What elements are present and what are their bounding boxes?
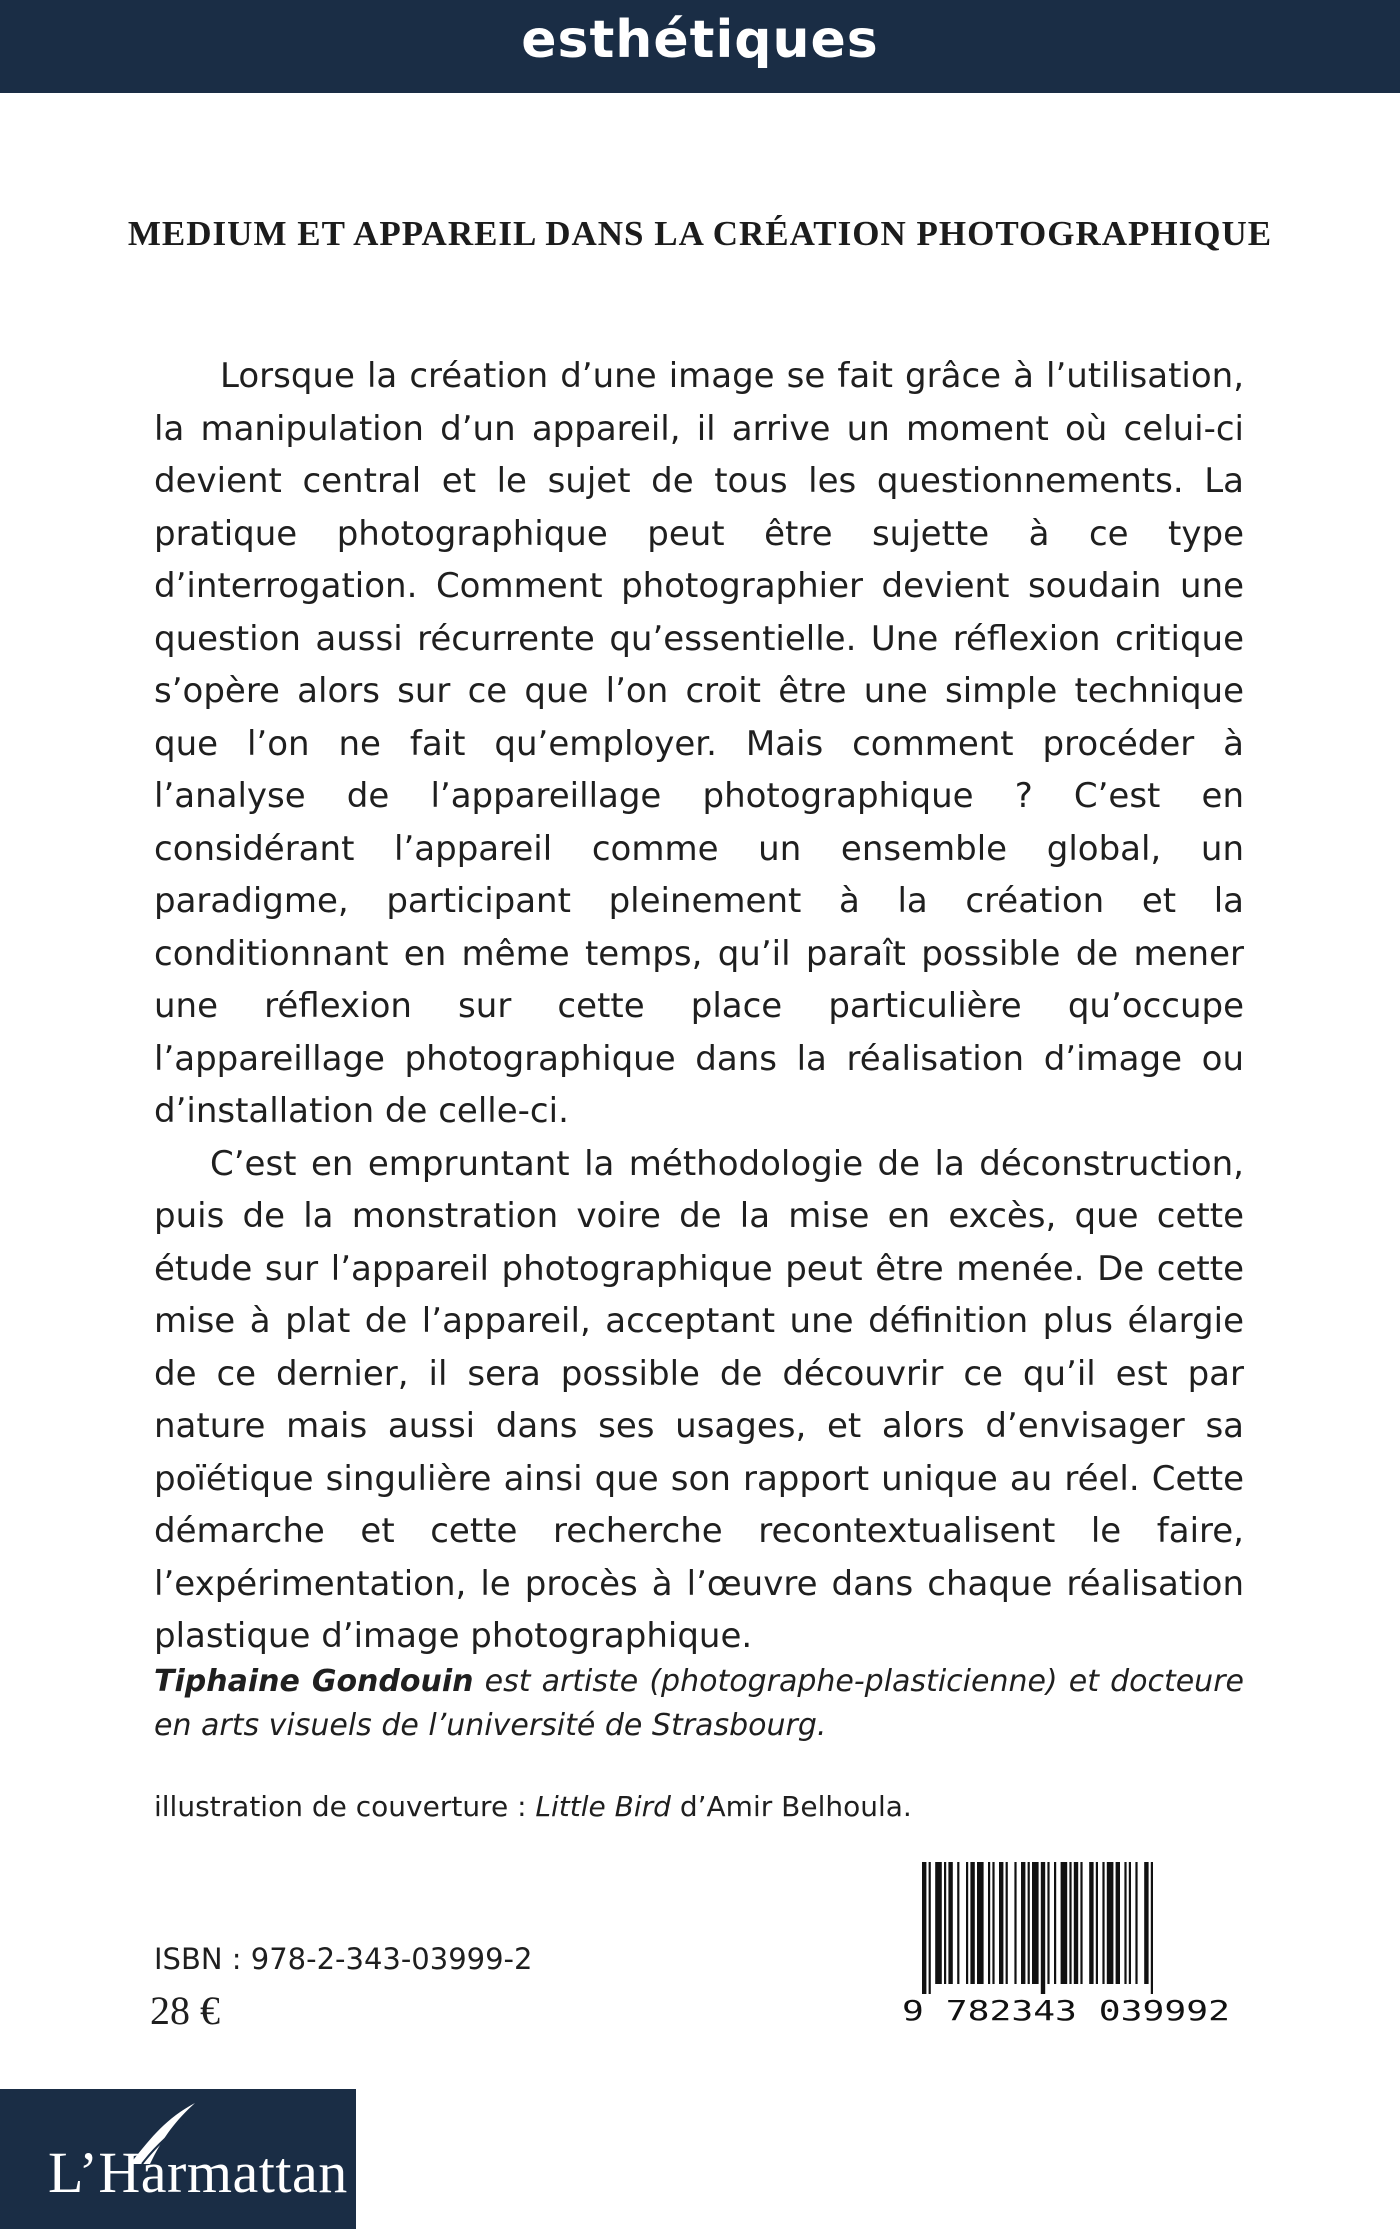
barcode-bar <box>1129 1862 1131 1984</box>
series-label: esthétiques <box>521 10 879 70</box>
barcode-bar <box>1096 1862 1098 1984</box>
summary-paragraph-2: C’est en empruntant la méthodologie de la déconstruction, puis de la monstration voire de la mise en excès, que cette étude sur l’appareil photographique peut être menée. De cette mise à plat de l’appareil, acceptant une définition plus élargie de ce dernier, il sera possible de découvrir ce qu’il est par nature mais aussi dans ses usages, et alors d’envisager sa poïétique singulière ainsi que son rapport unique au réel. Cette démarche et cette recherche recontextualisent le faire, l’expérimentation, le procès à l’œuvre dans chaque réalisation plastique d’image photographique. <box>154 1143 1244 1656</box>
barcode-bar <box>966 1862 968 1984</box>
barcode-bar <box>1047 1862 1049 1984</box>
barcode-bar <box>1074 1862 1078 1984</box>
isbn: ISBN : 978-2-343-03999-2 <box>154 1942 533 1976</box>
summary-paragraph-1: Lorsque la création d’une image se fait grâce à l’utilisation, la manipulation d’un appareil, il arrive un moment où celui-ci devient central et le sujet de tous les questionnements. La pratique photographique peut être sujette à ce type d’interrogation. Comment photographier devient soudain une question aussi récurrente qu’essentielle. Une réflexion critique s’opère alors sur ce que l’on croit être une simple technique que l’on ne fait qu’employer. Mais comment procéder à l’analyse de l’appareillage photographique ? C’est en considérant l’appareil comme un ensemble global, un paradigme, participant pleinement à la création et la conditionnant en même temps, qu’il paraît possible de mener une réflexion sur cette place particulière qu’occupe l’appareillage photographique dans la réalisation d’image ou d’installation de celle-ci. <box>154 356 1244 1131</box>
barcode-bar <box>1061 1862 1068 1984</box>
publisher-name: L’Harmattan <box>48 2140 348 2205</box>
barcode-bar <box>988 1862 990 1984</box>
barcode-bar <box>1069 1862 1071 1984</box>
barcode-bar <box>1032 1862 1039 1984</box>
book-title: MEDIUM ET APPAREIL DANS LA CRÉATION PHOTOGRAPHIQUE <box>127 214 1273 253</box>
barcode-bar <box>944 1862 946 1984</box>
barcode-bar <box>929 1862 931 1994</box>
barcode <box>900 1862 1235 2028</box>
barcode-bar <box>999 1862 1003 1984</box>
barcode-bar <box>1151 1862 1153 1994</box>
illustration-prefix: illustration de couverture : <box>154 1790 536 1823</box>
barcode-bar <box>1144 1862 1148 1984</box>
illustration-work: Little Bird <box>535 1790 671 1823</box>
barcode-bar <box>922 1862 926 1994</box>
barcode-bar <box>1116 1862 1120 1984</box>
barcode-bar <box>970 1862 974 1984</box>
barcode-bar <box>1107 1862 1114 1984</box>
barcode-bars <box>922 1862 1153 1994</box>
illustration-suffix: d’Amir Belhoula. <box>670 1790 912 1823</box>
barcode-bar <box>1135 1862 1137 1984</box>
barcode-bar <box>1089 1862 1093 1984</box>
barcode-bar <box>1041 1862 1045 1994</box>
barcode-bar <box>1054 1862 1056 1984</box>
barcode-bar <box>948 1862 952 1984</box>
price: 28 € <box>150 1988 220 2033</box>
barcode-bar <box>1028 1862 1030 1984</box>
barcode-bar <box>1014 1862 1016 1984</box>
barcode-graphic <box>900 1862 1235 2024</box>
series-banner <box>0 0 1400 93</box>
author-description: est artiste (photographe-plasticienne) et docteure en arts visuels de l’université de Strasbourg. <box>154 1664 1244 1743</box>
barcode-bar <box>1102 1862 1104 1984</box>
barcode-digits: 9 782343 039992 <box>902 1994 1230 2024</box>
barcode-bar <box>935 1862 942 1984</box>
barcode-bar <box>992 1862 994 1984</box>
barcode-bar <box>957 1862 959 1984</box>
barcode-bar <box>1006 1862 1008 1984</box>
barcode-bar <box>1080 1862 1082 1984</box>
barcode-bar <box>977 1862 984 1984</box>
illustration-credit <box>154 1790 912 1823</box>
barcode-bar <box>1124 1862 1126 1984</box>
back-cover-summary <box>154 350 1244 1663</box>
author-name: Tiphaine Gondouin <box>154 1664 474 1699</box>
publisher-logo <box>0 2089 356 2229</box>
author-bio <box>154 1660 1244 1748</box>
barcode-bar <box>1021 1862 1025 1984</box>
